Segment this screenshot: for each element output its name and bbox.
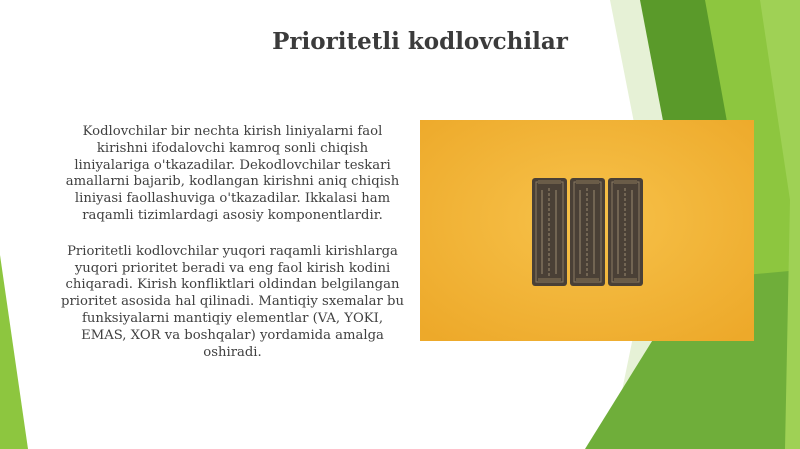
circuit-board-middle bbox=[570, 178, 605, 286]
circuit-board-right bbox=[608, 178, 643, 286]
circuit-board-left bbox=[532, 178, 567, 286]
paragraph-encoders: Kodlovchilar bir nechta kirish liniyalarni faol kirishni ifodalovchi kamroq sonli chiqish liniyalariga o'tkazadilar. Dekodlovchilar teskari amallarni bajarib, kodlangan kirishni aniq chiqish liniyasi faollashuviga o'tkazadilar. Ikkalasi ham raqamli tizimlardagi asosiy komponentlardir. bbox=[65, 124, 400, 223]
decor-left-triangle bbox=[0, 255, 28, 449]
circuit-boards-image bbox=[420, 120, 754, 341]
paragraph-priority-encoders: Prioritetli kodlovchilar yuqori raqamli kirishlarga yuqori prioritet beradi va eng faol kirish kodini chiqaradi. Kirish konfliktlari oldindan belgilangan prioritet asosida hal qilinadi. Mantiqiy sxemalar bu funksiyalarni mantiqiy elementlar (VA, YOKI, EMAS, XOR va boshqalar) yordamida amalga oshiradi. bbox=[61, 243, 404, 360]
slide-body bbox=[60, 124, 405, 380]
slide-title: Prioritetli kodlovchilar bbox=[272, 28, 568, 55]
